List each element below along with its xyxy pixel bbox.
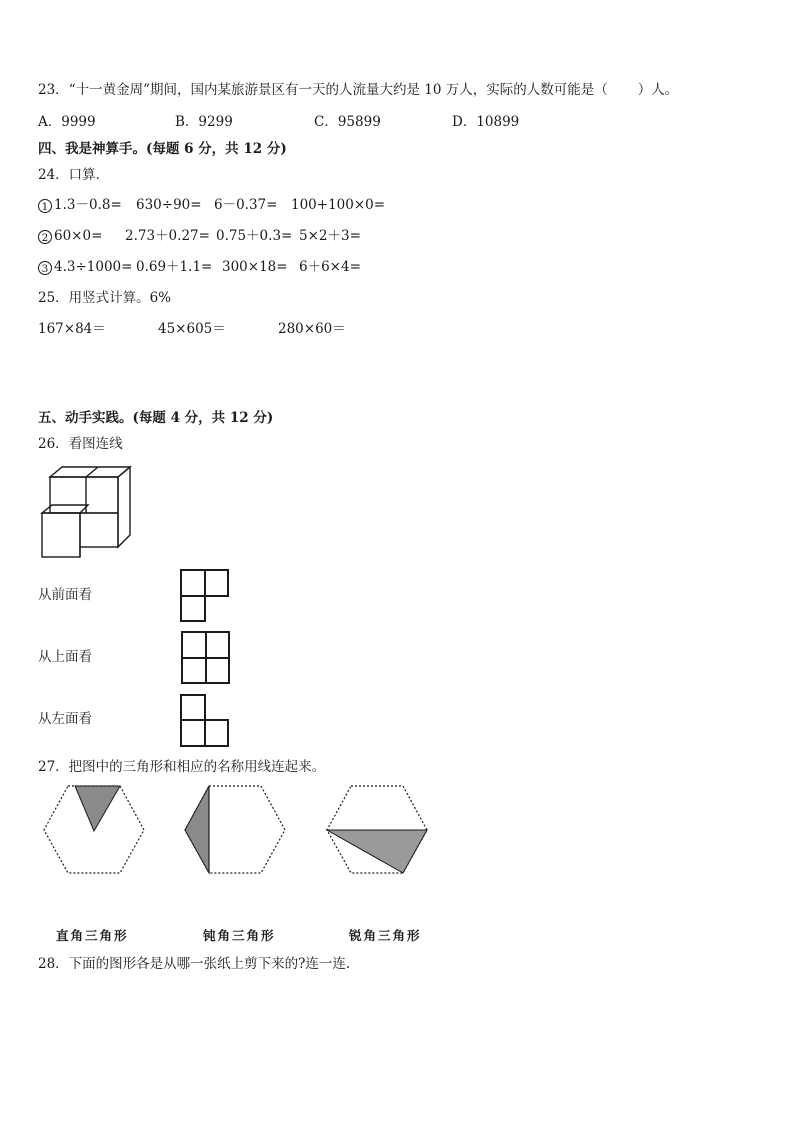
q27-shaded-triangle-1 [75, 786, 120, 831]
q27-label-acute-triangle[interactable]: 锐角三角形 [349, 928, 422, 943]
section4-title: 四、我是神算手。(每题 6 分，共 12 分) [38, 141, 287, 157]
q24-row2-item3[interactable]: 0.75＋0.3= [216, 228, 293, 244]
q24-title: 24．口算． [38, 167, 110, 183]
q24-row2-item4[interactable]: 5×2＋3= [299, 228, 361, 244]
row-marker: 3 [38, 261, 52, 275]
row-marker: 1 [38, 199, 52, 213]
q23-option-c[interactable] [314, 116, 381, 130]
q23-option-a[interactable] [38, 116, 96, 130]
q27-hexagon-3[interactable] [325, 785, 429, 875]
option-value: 10899 [476, 114, 520, 130]
calc-expression: 4.3÷1000= [54, 259, 133, 275]
q27-hexagon-2[interactable] [183, 785, 287, 875]
q28-title: 28．下面的图形各是从哪一张纸上剪下来的?连一连. [38, 956, 351, 972]
q26-front-view-shape[interactable] [180, 569, 230, 623]
q27-label-right-triangle[interactable]: 直角三角形 [56, 928, 129, 943]
q26-title: 26．看图连线 [38, 436, 123, 452]
q24-row3-item2[interactable]: 0.69＋1.1= [136, 259, 213, 275]
q23-option-b[interactable] [175, 116, 233, 130]
q27-shaded-triangle-2 [185, 786, 209, 873]
option-letter: C． [314, 114, 338, 130]
q25-item-1[interactable]: 167×84＝ [38, 321, 106, 337]
option-letter: A． [38, 114, 62, 130]
q24-row3-item3[interactable]: 300×18= [222, 259, 288, 275]
q26-view-front-label: 从前面看 [38, 587, 92, 603]
q24-row3-item4[interactable]: 6＋6×4= [299, 259, 361, 275]
q27-shaded-triangle-3 [327, 830, 427, 873]
q24-row1-item4[interactable]: 100+100×0= [291, 197, 386, 213]
section5-title: 五、动手实践。(每题 4 分，共 12 分) [38, 410, 274, 426]
q24-row1-item2[interactable]: 630÷90= [136, 197, 202, 213]
q24-row2-item2[interactable]: 2.73＋0.27= [125, 228, 210, 244]
q26-cube-solid-figure [40, 465, 132, 560]
q27-title: 27．把图中的三角形和相应的名称用线连起来。 [38, 759, 326, 775]
option-value: 9299 [198, 114, 233, 130]
q27-hexagon-1[interactable] [42, 785, 146, 875]
q25-item-2[interactable]: 45×605＝ [158, 321, 226, 337]
option-letter: D． [452, 114, 477, 130]
option-value: 95899 [337, 114, 381, 130]
q24-row1-item1[interactable] [38, 199, 122, 213]
row-marker: 2 [38, 230, 52, 244]
option-letter: B． [175, 114, 199, 130]
q26-view-top-label: 从上面看 [38, 649, 92, 665]
q26-top-view-shape[interactable] [181, 631, 231, 685]
calc-expression: 60×0= [54, 228, 103, 244]
q24-row1-item3[interactable]: 6－0.37= [214, 197, 278, 213]
q24-row2-item1[interactable] [38, 230, 102, 244]
q25-title: 25．用竖式计算。6% [38, 290, 172, 306]
q27-label-obtuse-triangle[interactable]: 钝角三角形 [203, 928, 276, 943]
q25-item-3[interactable]: 280×60＝ [278, 321, 346, 337]
q23-option-d[interactable] [452, 116, 519, 130]
q23-stem [38, 84, 678, 98]
q23-number: 23． [38, 82, 69, 98]
q24-row3-item1[interactable] [38, 261, 132, 275]
option-value: 9999 [61, 114, 96, 130]
q26-view-left-label: 从左面看 [38, 711, 92, 727]
q26-left-view-shape[interactable] [180, 694, 230, 748]
calc-expression: 1.3－0.8= [54, 197, 122, 213]
q23-text-before: “十一黄金周”期间，国内某旅游景区有一天的人流量大约是 10 万人，实际的人数可能是（ [68, 82, 608, 98]
q23-text-after: ）人。 [637, 82, 679, 98]
